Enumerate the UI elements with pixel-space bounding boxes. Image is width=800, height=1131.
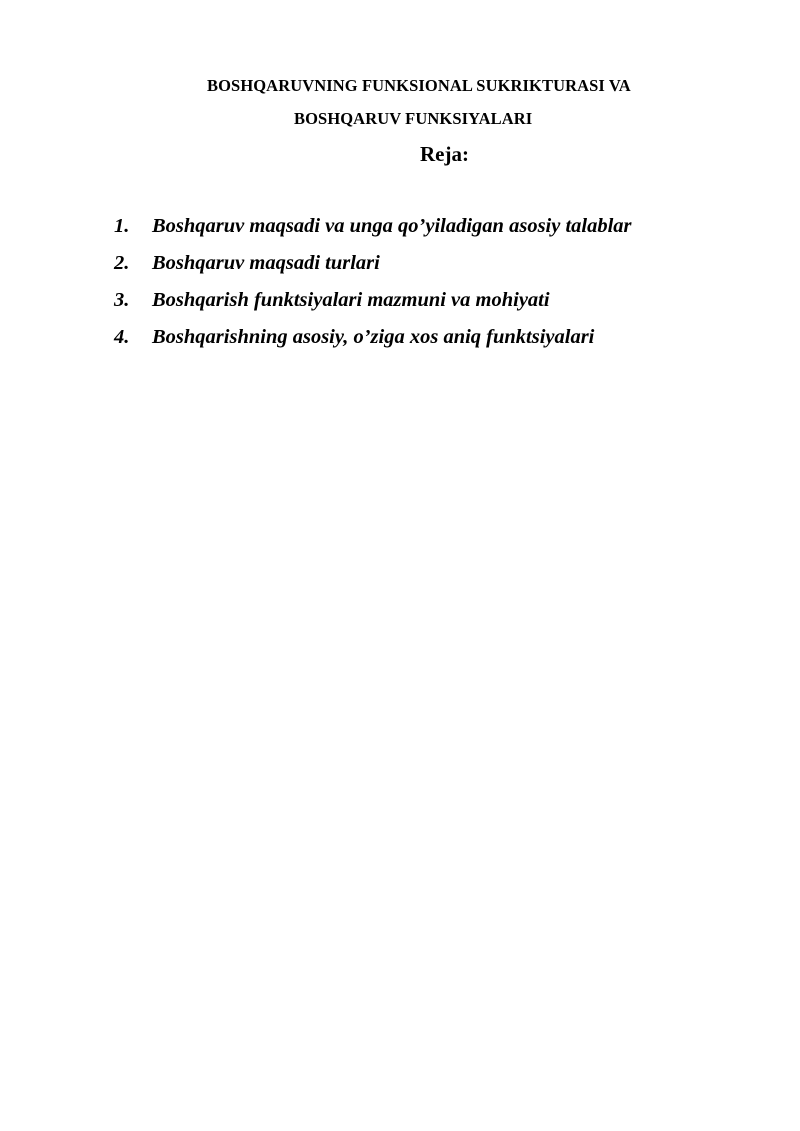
document-title-line-1: BOSHQARUVNING FUNKSIONAL SUKRIKTURASI VA [207, 76, 631, 95]
plan-item-number: 3. [114, 289, 130, 311]
plan-heading: Reja: [420, 142, 469, 166]
document-title-line-2: BOSHQARUV FUNKSIYALARI [294, 109, 533, 128]
plan-item-number: 2. [114, 252, 130, 274]
plan-item-text: Boshqaruv maqsadi turlari [152, 252, 380, 274]
plan-item-text: Boshqaruv maqsadi va unga qo’yiladigan asosiy talablar [152, 215, 632, 237]
plan-item-number: 4. [114, 326, 130, 348]
plan-item-text: Boshqarishning asosiy, o’ziga xos aniq funktsiyalari [152, 326, 595, 348]
plan-item-number: 1. [114, 215, 130, 237]
plan-item-text: Boshqarish funktsiyalari mazmuni va mohiyati [152, 289, 550, 311]
